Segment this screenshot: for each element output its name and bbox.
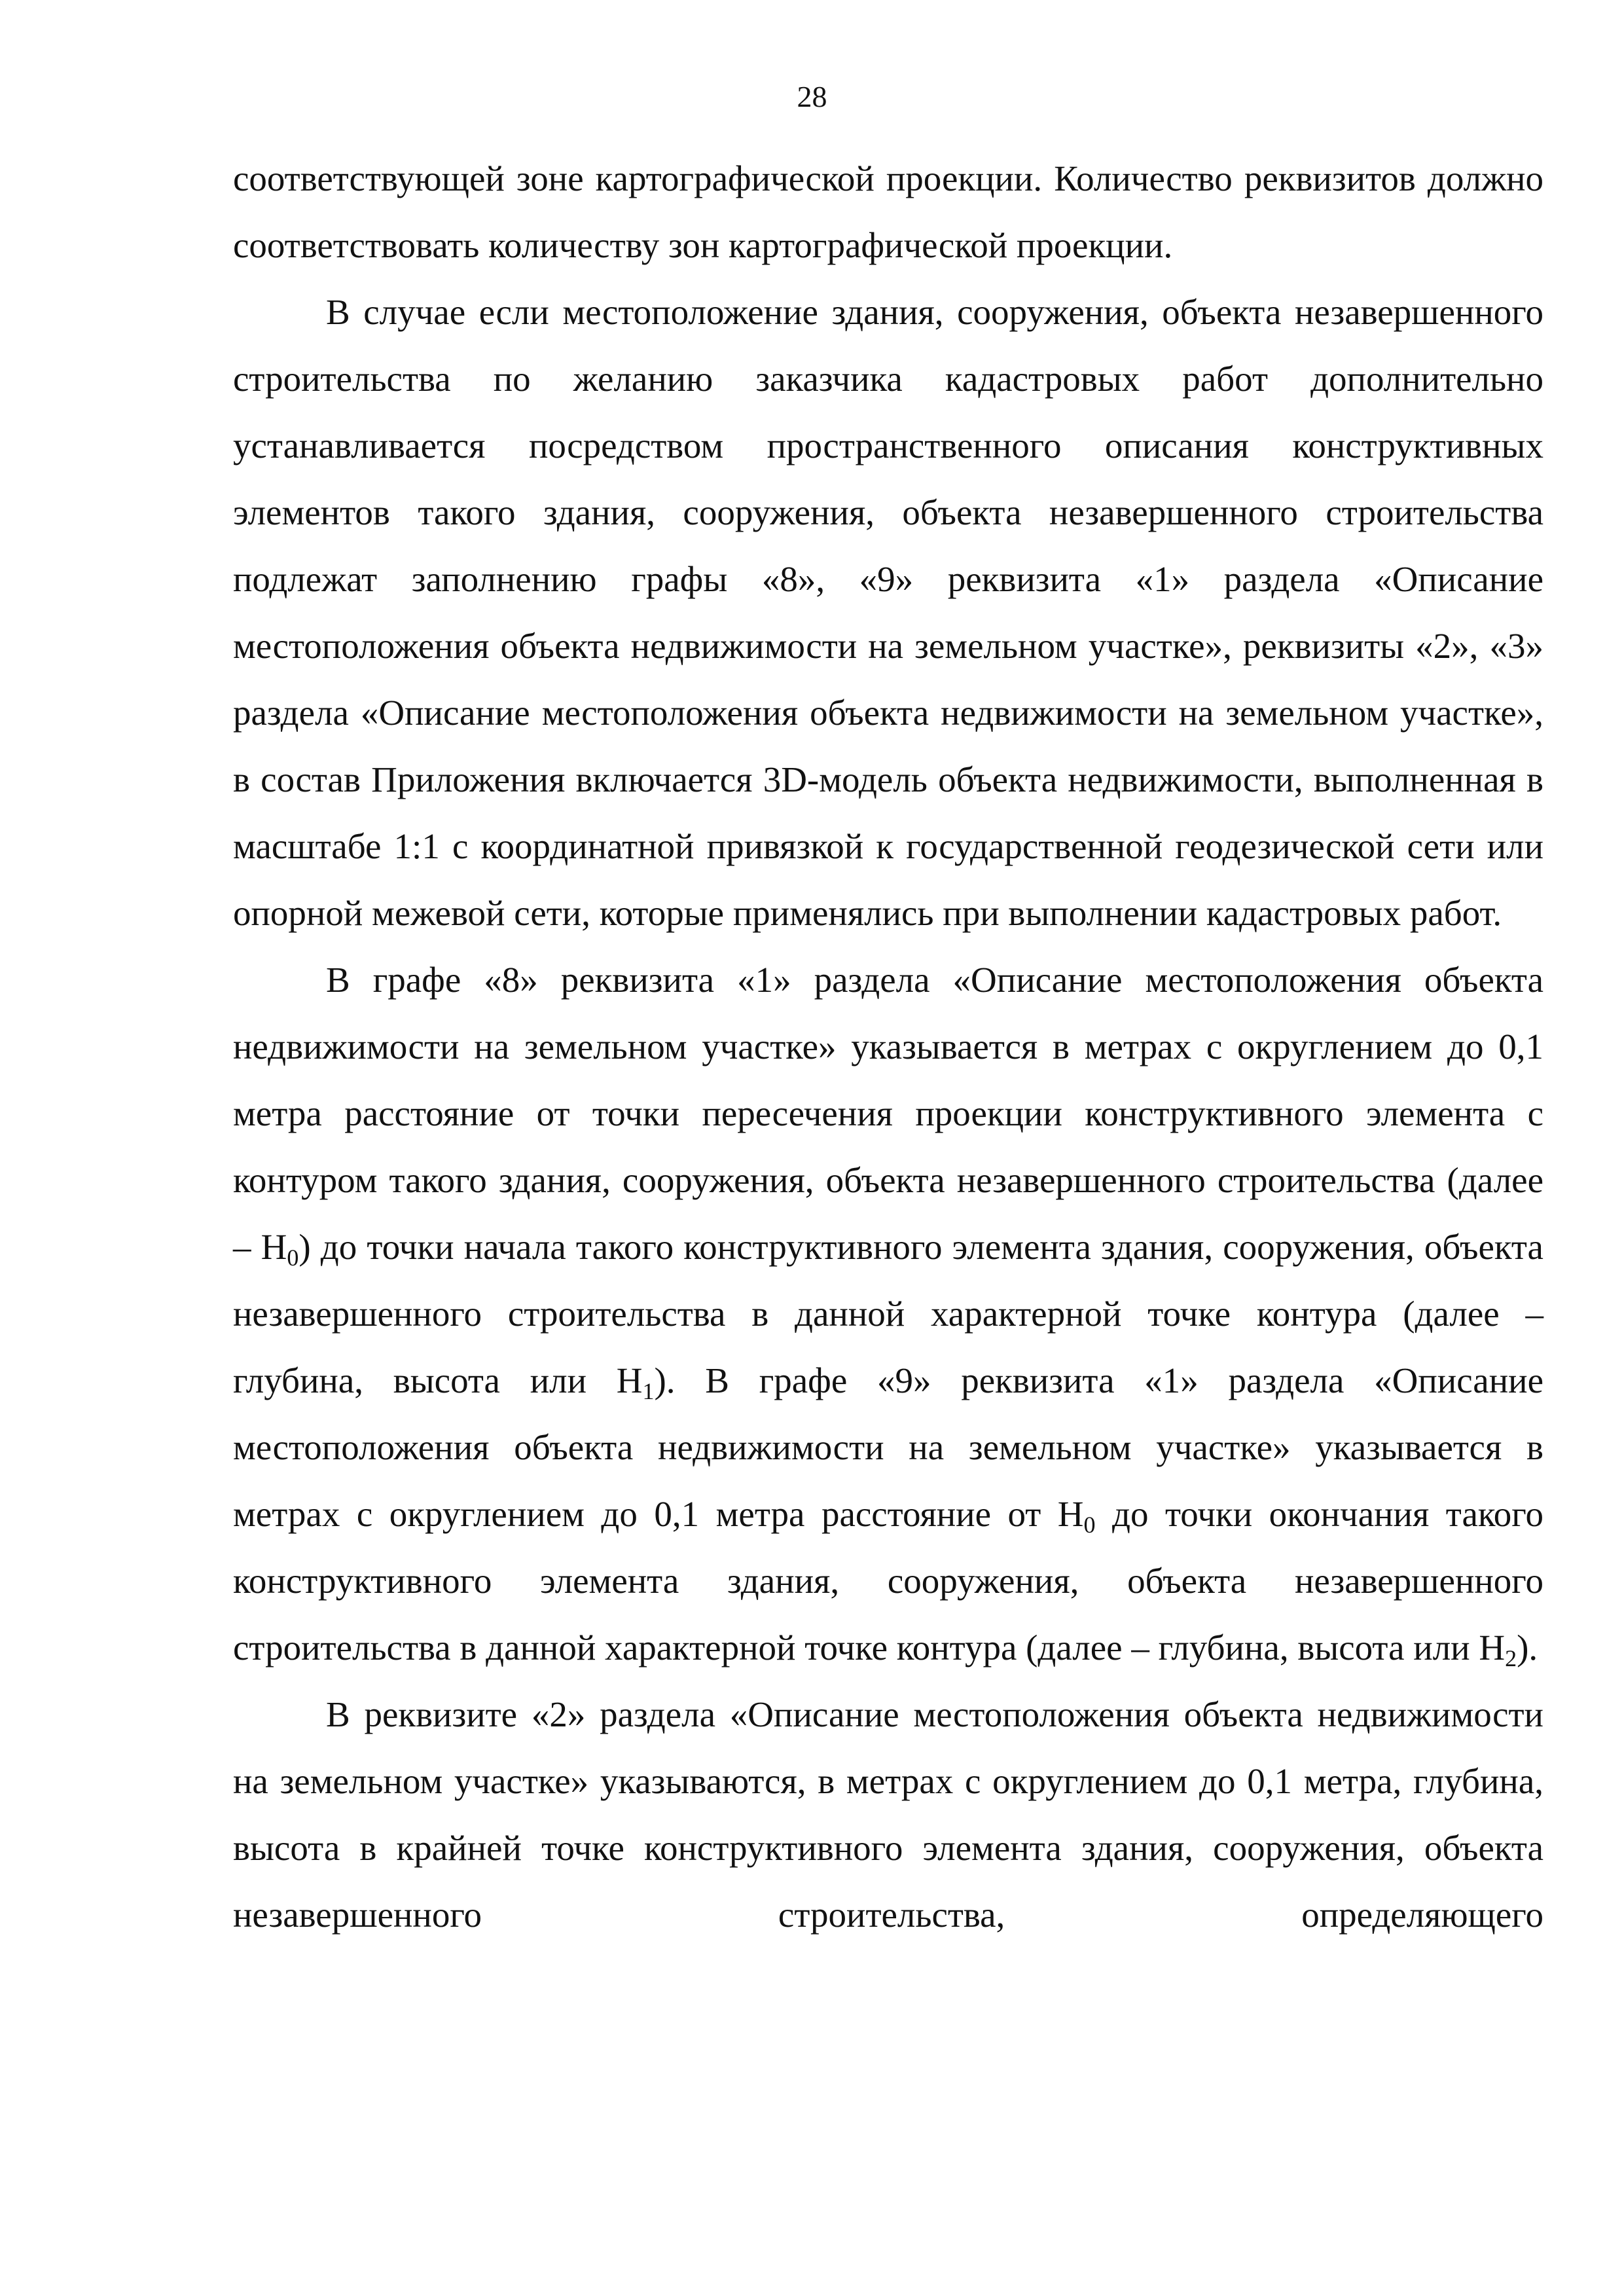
paragraph-3-text-e: ).	[1517, 1628, 1538, 1667]
paragraph-3-text-b: ) до точки начала такого конструктивного элемента здания, сооружения, объекта незавершенного строительства в данной характерной точке контура (далее – глубина, высота или H	[233, 1227, 1543, 1400]
subscript-h0-repeat: 0	[1083, 1512, 1096, 1538]
paragraph-3-text-c: ). В графе «9» реквизита «1» раздела «Описание местоположения объекта недвижимости на земельном участке» указывается в метрах с округлением до 0,1 метра расстояние от H	[233, 1360, 1543, 1534]
page-number: 28	[797, 80, 827, 113]
page-body	[233, 145, 1543, 1948]
paragraph-3-text-d: до точки окончания такого конструктивного элемента здания, сооружения, объекта незавершенного строительства в данной характерной точке контура (далее – глубина, высота или H	[233, 1494, 1544, 1667]
paragraph-2: В случае если местоположение здания, сооружения, объекта незавершенного строительства по желанию заказчика кадастровых работ дополнительно устанавливается посредством пространственного описания конструктивных элементов такого здания, сооружения, объекта незавершенного строительства подлежат заполнению графы «8», «9» реквизита «1» раздела «Описание местоположения объекта недвижимости на земельном участке», реквизиты «2», «3» раздела «Описание местоположения объекта недвижимости на земельном участке», в состав Приложения включается 3D-модель объекта недвижимости, выполненная в масштабе 1:1 с координатной привязкой к государственной геодезической сети или опорной межевой сети, которые применялись при выполнении кадастровых работ.	[233, 292, 1543, 933]
subscript-h1: 1	[642, 1378, 655, 1404]
paragraph-3	[233, 947, 1543, 1681]
paragraph-4: В реквизите «2» раздела «Описание местоположения объекта недвижимости на земельном участке» указываются, в метрах с округлением до 0,1 метра, глубина, высота в крайней точке конструктивного элемента здания, сооружения, объекта незавершенного строительства, определяющего	[233, 1694, 1543, 1935]
paragraph-1: соответствующей зоне картографической проекции. Количество реквизитов должно соответствовать количеству зон картографической проекции.	[233, 158, 1543, 265]
paragraph-3-text-a: В графе «8» реквизита «1» раздела «Описание местоположения объекта недвижимости на земельном участке» указывается в метрах с округлением до 0,1 метра расстояние от точки пересечения проекции конструктивного элемента с контуром такого здания, сооружения, объекта незавершенного строительства (далее – H	[233, 960, 1543, 1267]
subscript-h0: 0	[287, 1245, 299, 1271]
subscript-h2: 2	[1505, 1645, 1517, 1671]
